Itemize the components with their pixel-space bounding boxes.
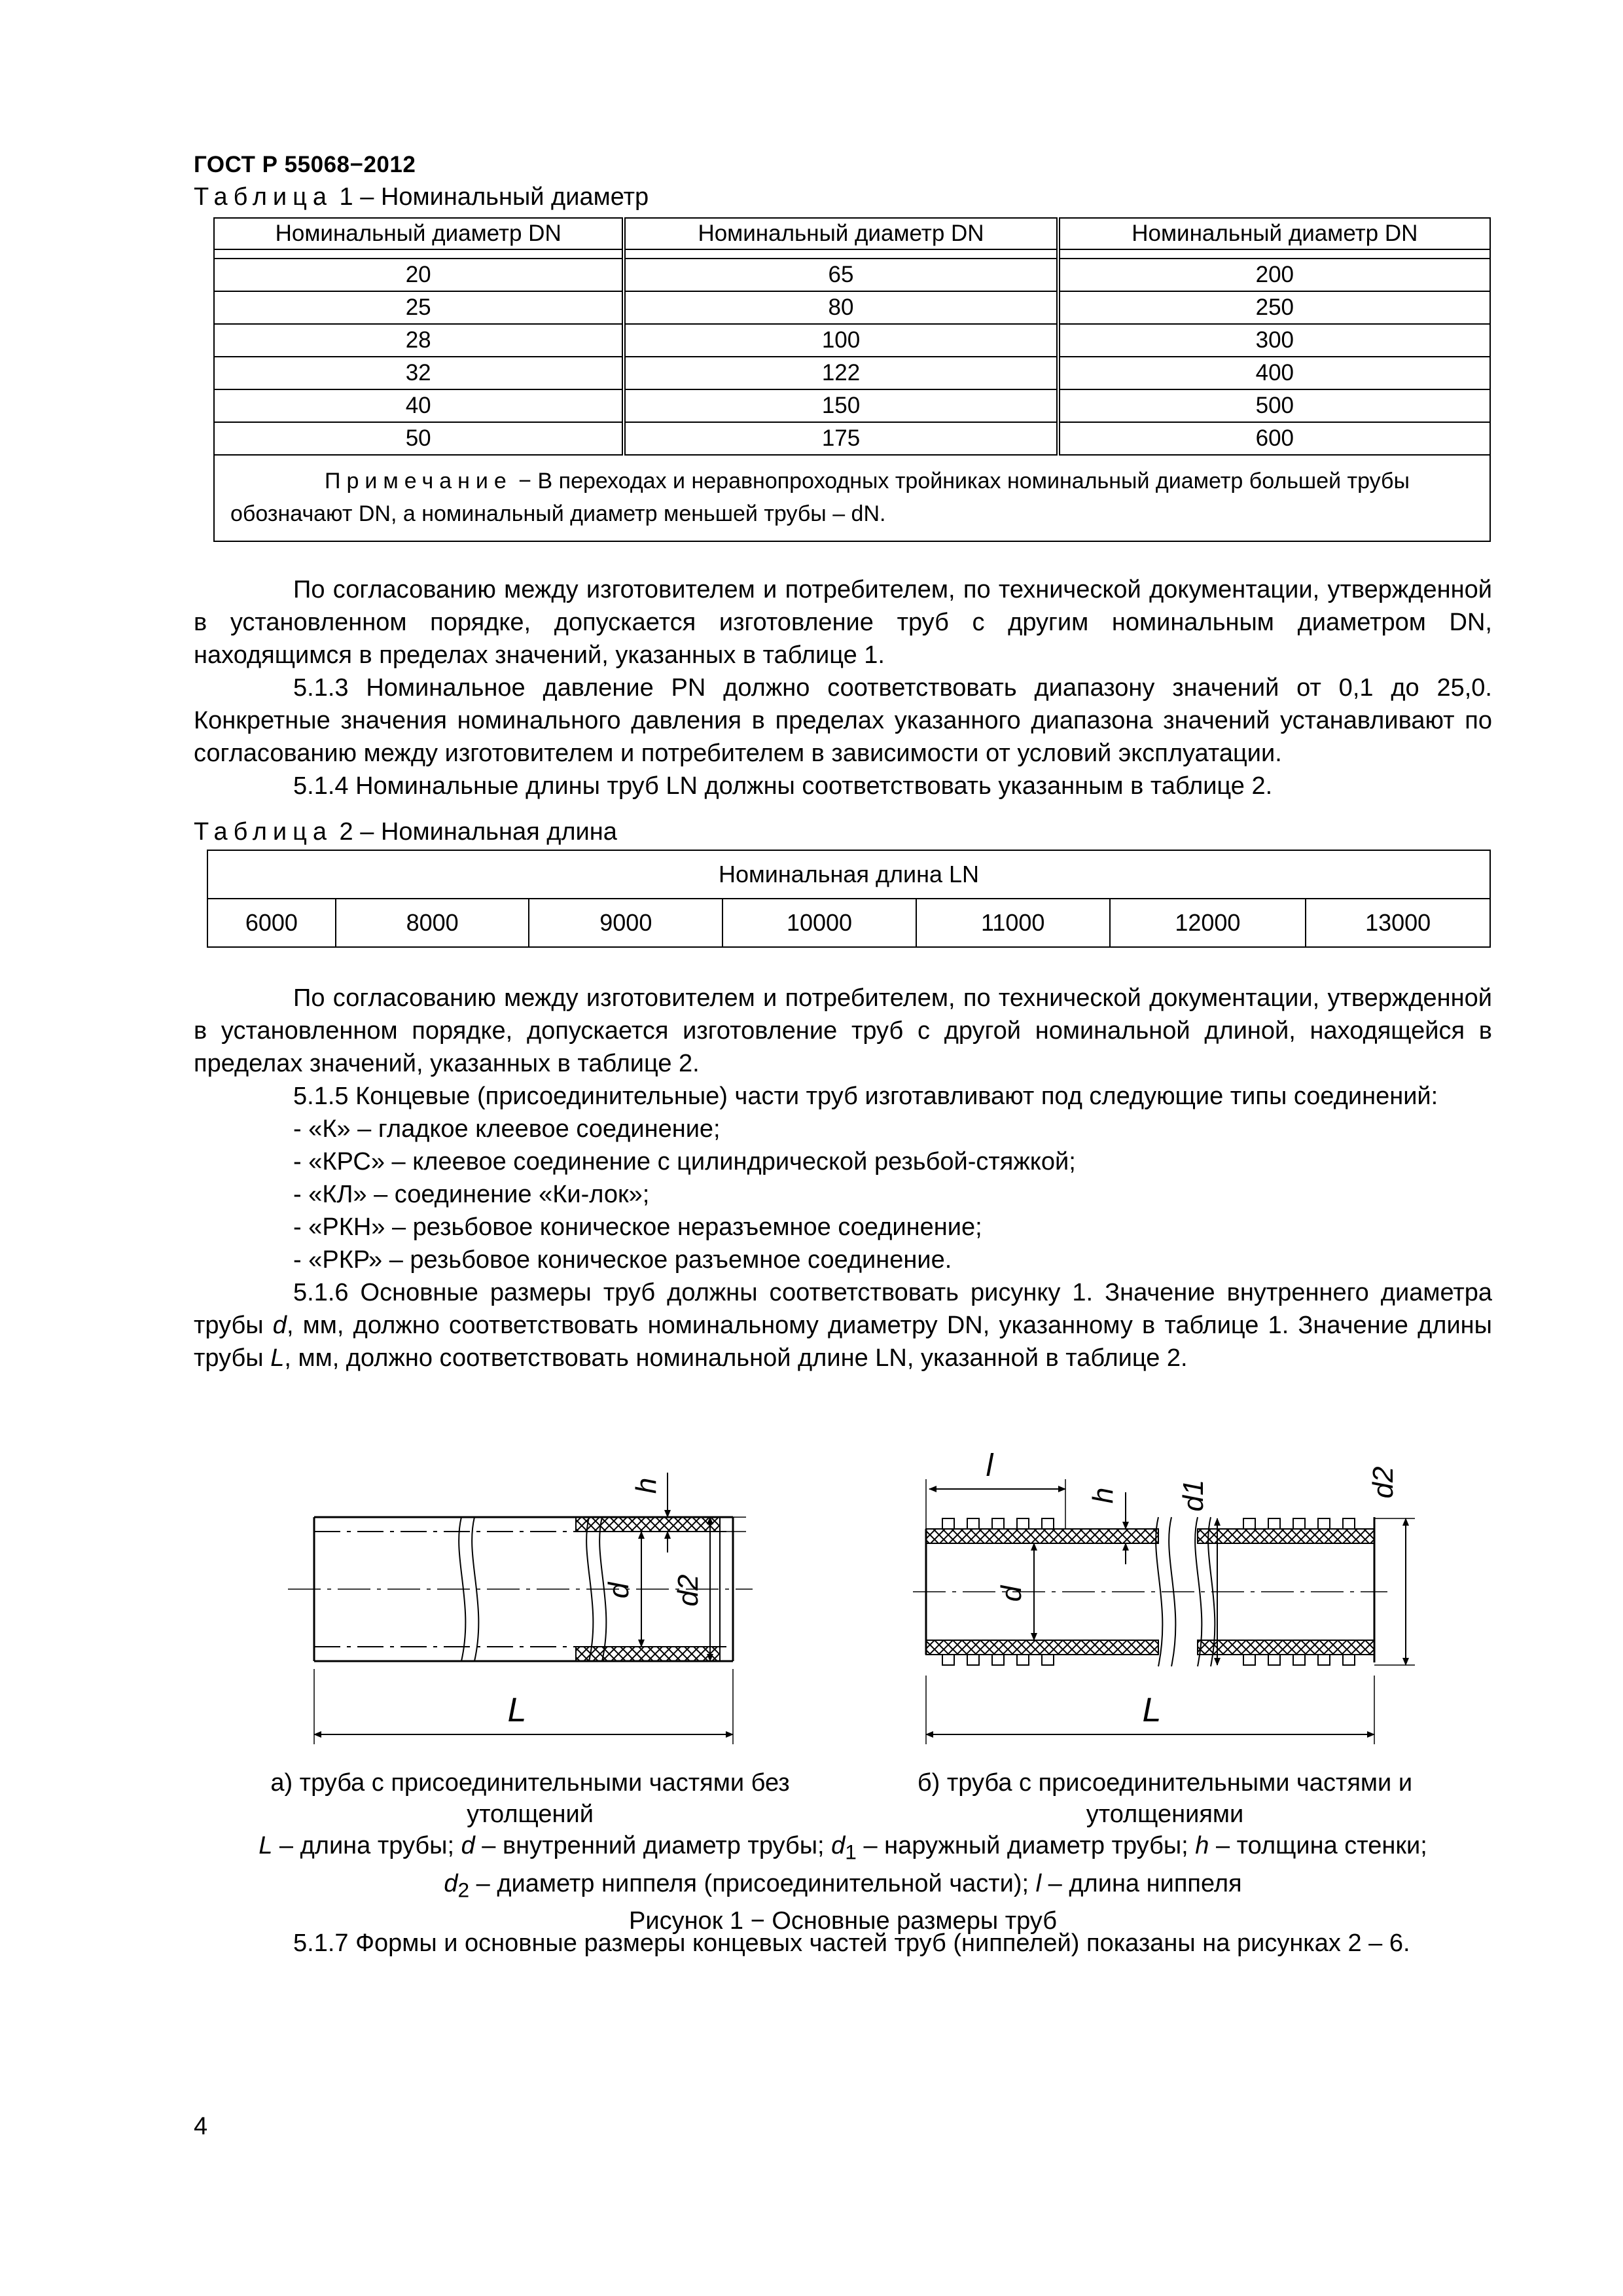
table-cell: 8000 (336, 899, 529, 947)
table-row (214, 259, 1490, 291)
column-header: Номинальная длина LN (207, 850, 1490, 899)
paragraph: 5.1.7 Формы и основные размеры концевых частей труб (ниппелей) показаны на рисунках 2 – 6. (293, 1929, 1410, 1957)
table-row (214, 389, 1490, 422)
paragraph: По согласованию между изготовителем и потребителем, по технической документации, утвержденной в установленном порядке, допускается изготовление труб с другим номинальным диаметром DN, находящимся в пределах значений, указанных в таблице 1. (194, 576, 1492, 669)
figure-caption-a: а) труба с присоединительными частями без утолщений (270, 1769, 790, 1828)
table-cell: 65 (624, 259, 1058, 291)
table-row (214, 324, 1490, 357)
label-h-a: h (630, 1477, 662, 1494)
list-item: - «КРС» – клеевое соединение с цилиндрической резьбой-стяжкой; (293, 1148, 1076, 1175)
table-cell: 175 (624, 422, 1058, 455)
standard-header: ГОСТ Р 55068−2012 (194, 152, 416, 177)
paragraph: 5.1.3 Номинальное давление PN должно соответствовать диапазону значений от 0,1 до 25,0. Конкретные значения номинального давления в пределах указанного диапазона значений устанавливают по согласованию между изготовителем и потребителем в зависимости от условий эксплуатации. (194, 674, 1492, 767)
figure-legend: L – длина трубы; d – внутренний диаметр трубы; $d_1$ – наружный диаметр трубы; h – толщина стенки; $d_2$ – диаметр ниппеля (присоединительной части); l – длина ниппеля Рисунок 1 − Основные размеры труб (194, 1830, 1492, 1937)
table-cell: 12000 (1110, 899, 1306, 947)
table-cell: 13000 (1306, 899, 1490, 947)
paragraph: По согласованию между изготовителем и потребителем, по технической документации, утвержденной в установленном порядке, допускается изготовление труб с другой номинальной длиной, находящейся в пределах значений, указанных в таблице 2. (194, 984, 1492, 1077)
table-cell: 600 (1058, 422, 1490, 455)
table-nominal-length (207, 850, 1491, 948)
table-header-row (214, 218, 1490, 249)
paragraph: 5.1.4 Номинальные длины труб LN должны соответствовать указанным в таблице 2. (293, 772, 1273, 800)
paragraph: 5.1.6 Основные размеры труб должны соответствовать рисунку 1. Значение внутреннего диаметра трубы d, мм, должно соответствовать номинальному диаметру DN, указанному в таблице 1. Значение длины трубы L, мм, должно соответствовать номинальной длине LN, указанной в таблице 2. (194, 1279, 1492, 1372)
table1-caption: Таблица 1 – Номинальный диаметр (194, 183, 649, 211)
page-number: 4 (194, 2113, 208, 2140)
list-item: - «РКР» – резьбовое коническое разъемное соединение. (293, 1246, 952, 1274)
pipe-dimensions-figure (0, 1427, 1623, 1767)
table-cell: 500 (1058, 389, 1490, 422)
table-cell: 10000 (722, 899, 916, 947)
table-cell: 200 (1058, 259, 1490, 291)
table-cell: 9000 (529, 899, 722, 947)
label-d2-a: d2 (672, 1574, 704, 1607)
table-nominal-diameter (213, 217, 1491, 542)
table-cell: 28 (214, 324, 624, 357)
label-l-b: l (986, 1448, 993, 1483)
table-note-row (214, 455, 1490, 541)
table-cell: 80 (624, 291, 1058, 324)
figure-title: Рисунок 1 − Основные размеры труб (629, 1907, 1057, 1935)
label-d-a: d (603, 1582, 635, 1599)
table-cell: 400 (1058, 357, 1490, 389)
table-cell: 100 (624, 324, 1058, 357)
body-text-block-1 (194, 573, 1492, 802)
table-cell: 32 (214, 357, 624, 389)
table2-caption: Таблица 2 – Номинальная длина (194, 818, 617, 846)
table-cell: 11000 (916, 899, 1110, 947)
paragraph: 5.1.5 Концевые (присоединительные) части труб изготавливают под следующие типы соединений: (293, 1083, 1438, 1110)
column-header: Номинальный диаметр DN (1058, 218, 1490, 249)
table-cell: 300 (1058, 324, 1490, 357)
table-cell: 40 (214, 389, 624, 422)
label-h-b: h (1087, 1487, 1119, 1504)
table-note: Примечание − В переходах и неравнопроходных тройниках номинальный диаметр большей трубы обозначают DN, а номинальный диаметр меньшей трубы – dN. (214, 455, 1490, 541)
column-header: Номинальный диаметр DN (624, 218, 1058, 249)
table-header-row (207, 850, 1490, 899)
label-L-b: L (1142, 1691, 1162, 1729)
table-row (214, 422, 1490, 455)
figure-caption-b: б) труба с присоединительными частями и утолщениями (917, 1769, 1413, 1828)
list-item: - «К» – гладкое клеевое соединение; (293, 1115, 721, 1143)
table-row (207, 899, 1490, 947)
table-cell: 150 (624, 389, 1058, 422)
table-cell: 250 (1058, 291, 1490, 324)
table-cell: 6000 (207, 899, 336, 947)
table-cell: 20 (214, 259, 624, 291)
label-d2-b: d2 (1367, 1466, 1399, 1499)
label-d1-b: d1 (1177, 1479, 1209, 1512)
body-text-block-3 (194, 1927, 1492, 1960)
list-item: - «РКН» – резьбовое коническое неразъемное соединение; (293, 1213, 982, 1241)
pipe-b-drawing (913, 1479, 1415, 1744)
list-item: - «КЛ» – соединение «Ки-лок»; (293, 1181, 650, 1208)
label-L-a: L (507, 1691, 527, 1729)
column-header: Номинальный диаметр DN (214, 218, 624, 249)
body-text-block-2 (194, 982, 1492, 1374)
table-cell: 122 (624, 357, 1058, 389)
table-cell: 25 (214, 291, 624, 324)
table-row (214, 291, 1490, 324)
table-cell: 50 (214, 422, 624, 455)
label-d-b: d (995, 1585, 1027, 1602)
table-row (214, 357, 1490, 389)
